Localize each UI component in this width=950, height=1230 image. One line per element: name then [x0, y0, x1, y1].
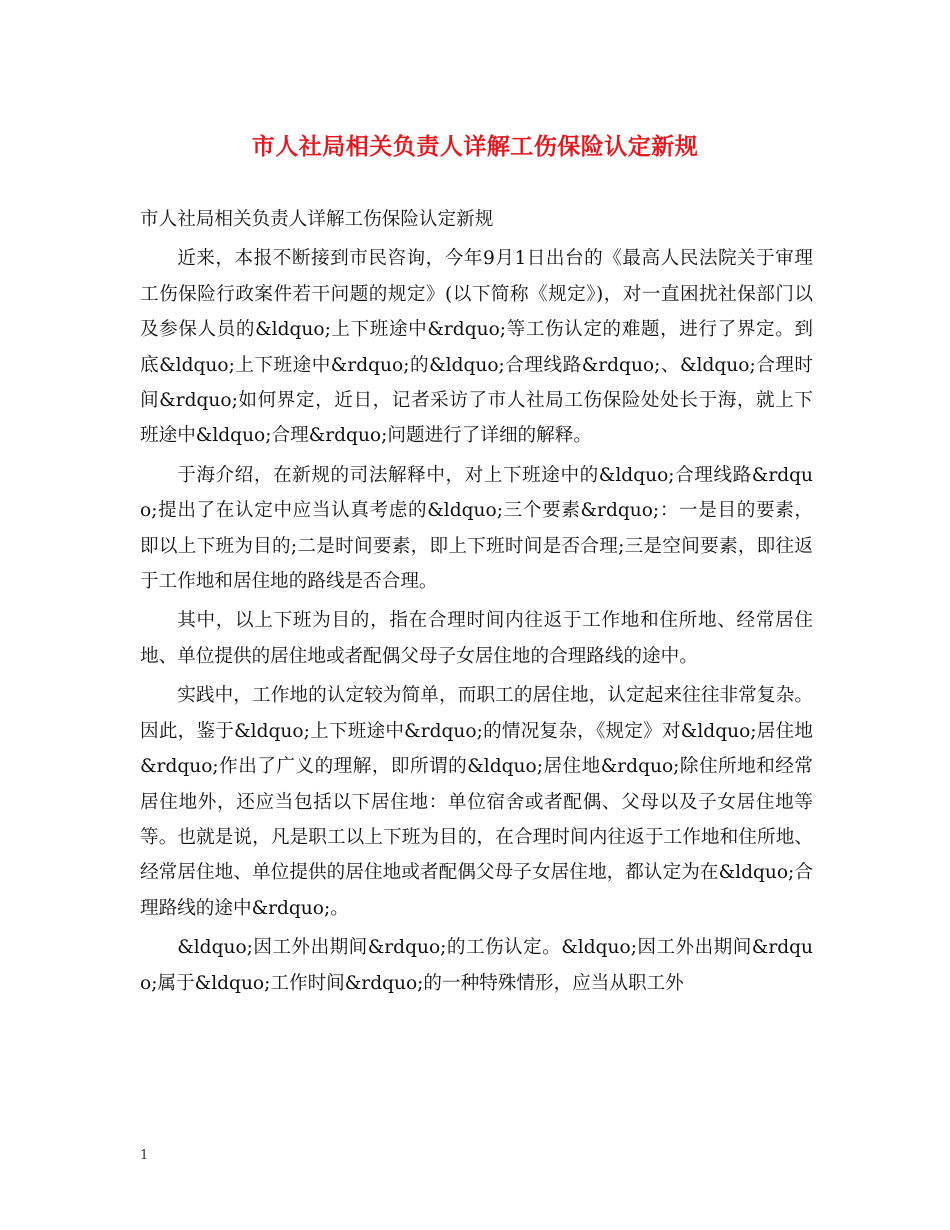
- paragraph: 其中，以上下班为目的，指在合理时间内往返于工作地和住所地、经常居住地、单位提供的居住地或者配偶父母子女居住地的合理路线的途中。: [140, 610, 813, 667]
- document-title: 市人社局相关负责人详解工伤保险认定新规: [251, 133, 699, 160]
- paragraph: 实践中，工作地的认定较为简单，而职工的居住地，认定起来往往非常复杂。因此，鉴于&ldquo;上下班途中&rdquo;的情况复杂，《规定》对&ldquo;居住地&rdquo;作出了广义的理解，即所谓的&ldquo;居住地&rdquo;除住所地和经常居住地外，还应当包括以下居住地：单位宿舍或者配偶、父母以及子女居住地等等。也就是说，凡是职工以上下班为目的，在合理时间内往返于工作地和住所地、经常居住地、单位提供的居住地或者配偶父母子女居住地，都认定为在&ldquo;合理路线的途中&rdquo;。: [140, 685, 813, 919]
- paragraph: 于海介绍，在新规的司法解释中，对上下班途中的&ldquo;合理线路&rdquo;提出了在认定中应当认真考虑的&ldquo;三个要素&rdquo;：一是目的要素，即以上下班为目的;二是时间要素，即上下班时间是否合理;三是空间要素，即往返于工作地和居住地的路线是否合理。: [140, 464, 813, 593]
- paragraph: 近来，本报不断接到市民咨询，今年9月1日出台的《最高人民法院关于审理工伤保险行政案件若干问题的规定》(以下简称《规定》)，对一直困扰社保部门以及参保人员的&ldquo;上下班途中&rdquo;等工伤认定的难题，进行了界定。到底&ldquo;上下班途中&rdquo;的&ldquo;合理线路&rdquo;、&ldquo;合理时间&rdquo;如何界定，近日，记者采访了市人社局工伤保险处处长于海，就上下班途中&ldquo;合理&rdquo;问题进行了详细的解释。: [140, 248, 813, 447]
- page-number: 1: [140, 1148, 149, 1163]
- paragraph: &ldquo;因工外出期间&rdquo;的工伤认定。&ldquo;因工外出期间&rdquo;属于&ldquo;工作时间&rdquo;的一种特殊情形，应当从职工外: [140, 937, 813, 994]
- document-subtitle: 市人社局相关负责人详解工伤保险认定新规: [140, 209, 494, 230]
- document-body: [140, 202, 813, 1001]
